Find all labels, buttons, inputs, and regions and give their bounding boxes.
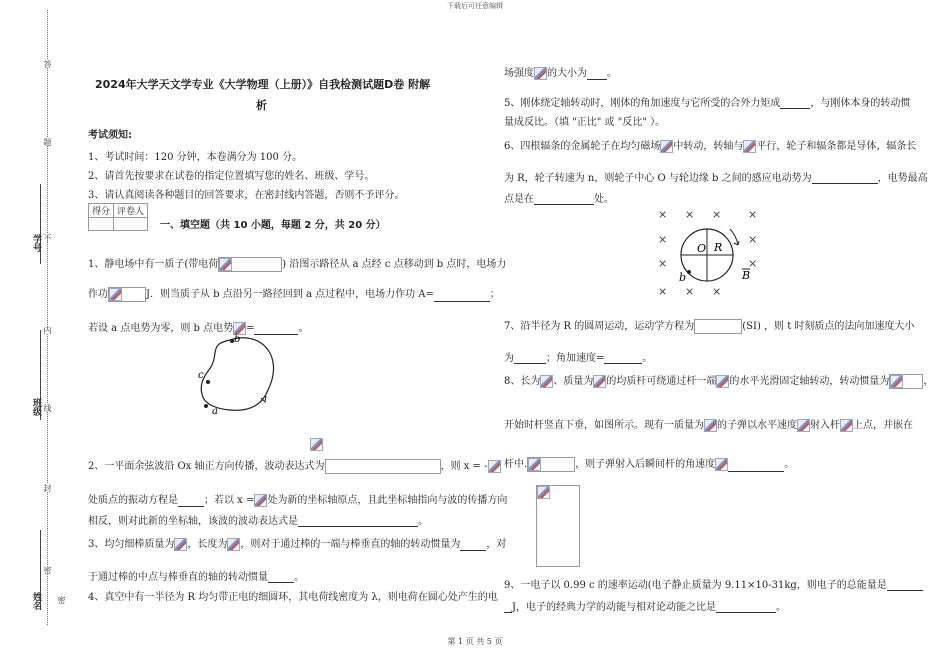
q8-line3 — [504, 455, 794, 472]
point-a — [204, 404, 208, 408]
field-cross: × — [712, 285, 722, 298]
q2-text-c: 处质点的振动方程是 — [88, 495, 178, 506]
formula-image-icon — [715, 458, 728, 471]
notice-item-3: 3、请认真阅读各种题目的回答要求，在密封线内答题，否则不予评分。 — [88, 190, 405, 201]
q1-text-f: 若设 a 点电势为零，则 b 点电势 — [88, 323, 234, 334]
score-cell[interactable] — [89, 218, 114, 231]
figure-image-icon — [537, 486, 550, 499]
q8-text-j: 杆中. — [504, 459, 528, 470]
q4-text-c: 的大小为 — [547, 68, 587, 79]
formula-image-icon — [227, 538, 240, 551]
q3-blank-end[interactable] — [460, 539, 486, 551]
q8-line2 — [504, 416, 913, 432]
binding-char-nei: 内 — [43, 326, 52, 334]
q2-line3 — [88, 512, 428, 527]
point-b — [687, 270, 691, 274]
field-cross: × — [748, 208, 758, 221]
label-b: b — [234, 334, 241, 345]
label-a: a — [212, 406, 218, 417]
notice-item-2: 2、请首先按要求在试卷的指定位置填写您的姓名、班级、学号。 — [88, 171, 375, 182]
q2-blank-vibration[interactable] — [178, 495, 204, 507]
q7-blank-normal-acc[interactable] — [514, 352, 546, 364]
formula-image-icon — [174, 538, 187, 551]
notice-heading: 考试须知: — [88, 130, 132, 141]
q8-text-e: ， — [923, 376, 934, 387]
q9-text-a: 9、一电子以 0.99 c 的速率运动(电子静止质量为 9.11×10-31kg，则电子的总能量是 — [504, 580, 887, 591]
header-note: 下载后可任意编辑 — [447, 2, 503, 10]
formula-image-icon — [534, 67, 547, 80]
q6-text-a: 6、四根辐条的金属轮子在均匀磁场 — [504, 141, 661, 152]
q8-blank-omega[interactable] — [728, 460, 784, 472]
binding-dotted-line — [47, 10, 48, 625]
formula-image-icon — [797, 419, 810, 432]
q8-text-c: 的均质杆可绕通过杆一端 — [606, 376, 717, 387]
q3-text-d: ，对 — [486, 539, 507, 550]
class-label: 班级 — [31, 398, 41, 416]
label-c: c — [198, 370, 204, 381]
q2-text-b: ，则 x = - — [440, 461, 488, 472]
q3-text-e: 于通过棒的中点与棒垂直的轴的转动惯量 — [88, 572, 268, 583]
formula-image-icon — [593, 375, 606, 388]
field-cross: × — [658, 233, 668, 246]
q1-text-b: ) 沿图示路径从 a 点经 c 点移动到 b 点时，电场力 — [282, 259, 507, 270]
formula-image-icon — [704, 419, 717, 432]
q6-line3 — [504, 190, 614, 205]
q8-inertia-box — [889, 374, 923, 389]
q9-text-c: 。 — [776, 602, 787, 613]
q2-text-a: 2、一平面余弦波沿 Ox 轴正方向传播，波动表达式为 — [88, 461, 325, 472]
field-cross: × — [748, 233, 758, 246]
q1-line2 — [88, 285, 500, 302]
q8-rod-figure — [536, 485, 580, 567]
q4-line1: 4、真空中有一半径为 R 均匀带正电的细圆环，其电荷线密度为 λ，则电荷在圆心处产生的电 — [88, 592, 498, 603]
q8-text-b: 、质量为 — [553, 376, 594, 387]
q1-text-a: 1、静电场中有一质子(带电荷 — [88, 259, 219, 270]
q4-blank-field[interactable] — [587, 68, 607, 80]
q8-text-h: 射入杆 — [810, 420, 840, 431]
q8-condition-box — [527, 457, 575, 472]
formula-image-icon — [488, 460, 501, 473]
q1-text-c: 作功 — [88, 289, 108, 300]
binding-char-mi2: 密 — [57, 596, 66, 604]
q6-text-c: 平行，轮子和辐条都是导体，辐条长 — [756, 141, 917, 152]
formula-image-icon — [716, 375, 729, 388]
q8-text-a: 8、长为 — [504, 376, 541, 387]
q6-text-b: 中转动，转轴与 — [673, 141, 744, 152]
q9-blank-energy-cont[interactable] — [504, 601, 512, 613]
q4-text-d: 。 — [607, 68, 617, 79]
q1-blank-work[interactable] — [434, 290, 490, 302]
page-title: 2024年大学天文学专业《大学物理（上册）》自我检测试题D卷 附解 — [95, 78, 431, 91]
q3-text-f: 。 — [294, 572, 304, 583]
q9-blank-energy[interactable] — [887, 579, 923, 591]
label-b: b — [679, 271, 687, 284]
q2-text-f: 相反，则对此新的坐标轴，该波的波动表达式是 — [88, 516, 298, 527]
q7-text-e: 。 — [642, 353, 653, 364]
q8-text-k: ，则子弹射入后瞬间杆的角速度 — [575, 459, 716, 470]
q2-line1 — [88, 457, 501, 474]
q1-charge-box — [218, 257, 282, 272]
q6-text-f: 点是在 — [504, 194, 534, 205]
q8-text-f: 开始时杆竖直下垂，如图所示。现有一质量为 — [504, 420, 704, 431]
score-col-grader: 评卷人 — [114, 204, 148, 218]
notice-item-1: 1、考试时间：120 分钟，本卷满分为 100 分。 — [88, 152, 303, 163]
q9-blank-ratio[interactable] — [716, 601, 776, 613]
q3-line2 — [88, 568, 304, 583]
q6-line1 — [504, 137, 916, 153]
q9-text-b: J，电子的经典力学的动能与相对论动能之比是 — [512, 602, 717, 613]
q5-text-b: ，与刚体本身的转动惯 — [810, 98, 911, 109]
score-table — [88, 203, 148, 231]
q2-formula-icon — [310, 438, 323, 451]
binding-char-mi: 密 — [43, 566, 52, 574]
q7-line2 — [504, 349, 652, 364]
wheel-figure — [652, 205, 767, 300]
q2-blank-new-expression[interactable] — [298, 515, 418, 527]
name-label: 姓名 — [31, 592, 41, 610]
field-cross: × — [748, 257, 758, 270]
grader-cell[interactable] — [114, 218, 148, 231]
formula-image-icon — [109, 288, 122, 301]
binding-char-answer: 答 — [43, 60, 52, 68]
field-cross: × — [685, 208, 695, 221]
q5-line1 — [504, 94, 910, 109]
q8-text-l: 。 — [784, 459, 795, 470]
q1-text-g: = — [246, 323, 255, 334]
section-heading: 一、填空题（共 10 小题，每题 2 分，共 20 分） — [160, 220, 386, 231]
q2-text-g: 。 — [418, 516, 428, 527]
q8-text-i: 上点，并嵌在 — [853, 420, 913, 431]
formula-image-icon — [840, 419, 853, 432]
q3-blank-center[interactable] — [268, 571, 294, 583]
label-O: O — [697, 242, 707, 255]
q1-work-box — [108, 287, 146, 302]
page-footer: 第 1 页 共 5 页 — [447, 637, 503, 646]
label-B: B — [742, 269, 751, 282]
q7-text-b: (SI) ，则 t 时刻质点的法向加速度大小 — [742, 321, 915, 332]
binding-char-feng: 封 — [43, 484, 52, 492]
page-title-cont: 析 — [256, 99, 267, 112]
q6-text-e: ，电势最高 — [877, 173, 928, 184]
q1-text-e: ； — [489, 289, 500, 300]
rotation-arrowhead — [734, 241, 739, 245]
q6-text-g: 处。 — [594, 194, 614, 205]
q5-line2: 量成反比。（填 "正比" 或 "反比" ）。 — [504, 117, 666, 128]
q3-text-b: ，长度为 — [187, 539, 228, 550]
binding-char-xian: 线 — [43, 404, 52, 412]
q3-line1 — [88, 535, 506, 551]
q3-text-a: 3、均匀细棒质量为 — [88, 539, 175, 550]
formula-image-icon — [540, 375, 553, 388]
rotation-arrow — [730, 229, 738, 245]
q6-blank-point[interactable] — [534, 193, 594, 205]
q6-blank-emf[interactable] — [812, 172, 878, 184]
field-cross: × — [658, 285, 668, 298]
q1-text-h: 。 — [298, 323, 309, 334]
score-col-score: 得分 — [89, 204, 114, 218]
q6-text-d: 为 R，轮子转速为 n，则轮子中心 O 与轮边缘 b 之间的感应电动势为 — [504, 173, 812, 184]
q7-text-c: 为 — [504, 353, 514, 364]
q4-line2 — [504, 64, 617, 80]
student-id-line — [40, 184, 41, 264]
q5-text-a: 5、刚体绕定轴转动时，刚体的角加速度与它所受的合外力矩成 — [504, 98, 781, 109]
q9-line2 — [504, 598, 786, 613]
q5-blank-relation[interactable] — [780, 97, 810, 109]
label-R: R — [714, 241, 723, 254]
q7-line1 — [504, 317, 914, 334]
q2-wave-expression-box — [325, 459, 441, 474]
point-c — [206, 380, 210, 384]
formula-image-icon — [660, 140, 673, 153]
student-id-label: 学号 — [31, 234, 41, 252]
q1-text-d: J．则当质子从 b 点沿另一路径回到 a 点过程中，电场力作功 A= — [146, 289, 434, 300]
q7-text-d: ；角加速度= — [546, 353, 605, 364]
q7-text-a: 7、沿半径为 R 的圆周运动，运动学方程为 — [504, 321, 695, 332]
binding-char-bu: 不 — [43, 234, 52, 242]
q8-text-g: 的子弹以水平速度 — [717, 420, 797, 431]
q1-line1 — [88, 255, 506, 272]
path-figure — [190, 330, 280, 425]
q4-text-b: 场强度 — [504, 68, 534, 79]
q3-text-c: ，则对于通过棒的一端与棒垂直的轴的转动惯量为 — [240, 539, 461, 550]
formula-image-icon — [743, 140, 756, 153]
q8-line1 — [504, 372, 933, 389]
q8-text-d: 的水平光滑固定轴转动，转动惯量为 — [729, 376, 890, 387]
formula-image-icon — [254, 494, 267, 507]
q7-blank-angular-acc[interactable] — [604, 352, 642, 364]
field-cross: × — [712, 208, 722, 221]
field-cross: × — [658, 208, 668, 221]
q2-text-d: ；若以 x = — [204, 495, 255, 506]
formula-image-icon — [219, 258, 232, 271]
q2-text-e: 处为新的坐标轴原点，且此坐标轴指向与波的传播方向 — [267, 495, 508, 506]
q7-equation-box — [694, 319, 742, 334]
q6-line2 — [504, 169, 928, 184]
field-cross: × — [685, 285, 695, 298]
q2-line2 — [88, 491, 507, 507]
q9-line1 — [504, 576, 923, 591]
binding-char-ti: 题 — [43, 138, 52, 146]
field-cross: × — [658, 257, 668, 270]
